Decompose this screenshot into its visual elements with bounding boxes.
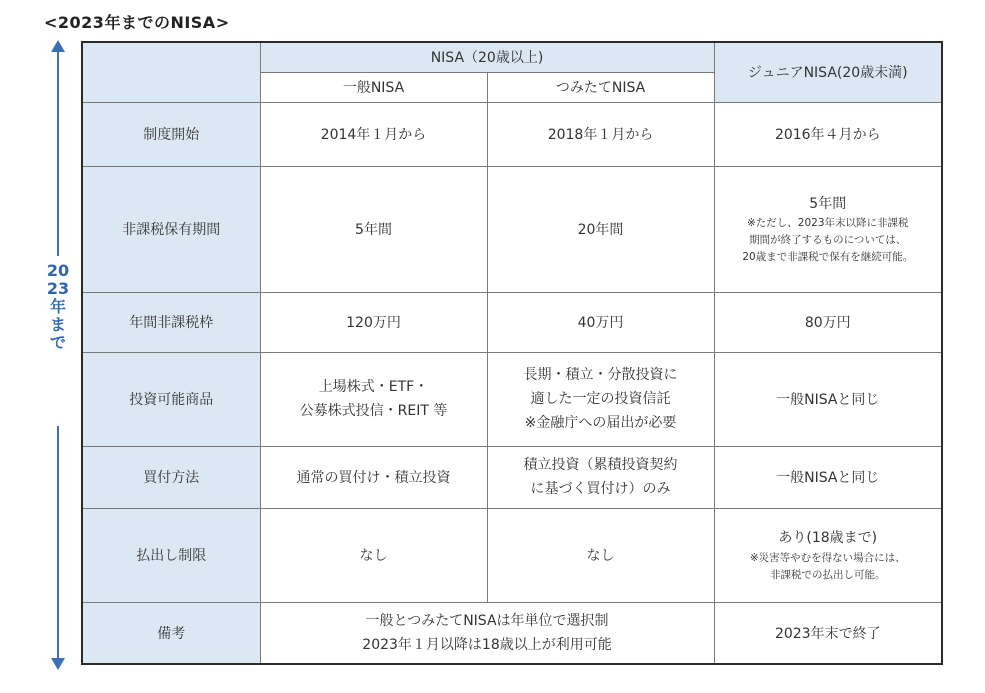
remarks-nisa-line-2: 2023年１月以降は18歳以上が利用可能 <box>362 636 612 653</box>
period-junior-note-1: ※ただし、2023年末以降に非課税 <box>747 216 909 229</box>
withdrawal-junior-note-2: 非課税での払出し可能。 <box>770 569 886 581</box>
row-label-remarks: 備考 <box>82 602 260 664</box>
cell-remarks-junior: 2023年末で終了 <box>714 602 942 664</box>
cell-products-general <box>260 352 487 446</box>
table-row <box>82 166 942 292</box>
cell-limit-tsumitate: 40万円 <box>487 292 714 352</box>
cell-start-general: 2014年１月から <box>260 102 487 166</box>
table-row <box>82 602 942 664</box>
table-row <box>82 446 942 508</box>
row-label-period: 非課税保有期間 <box>82 166 260 292</box>
withdrawal-junior-note-1: ※災害等やむを得ない場合には、 <box>749 552 906 564</box>
header-junior: ジュニアNISA(20歳未満) <box>714 42 942 102</box>
period-junior-note-2: 期間が終了するものについては、 <box>749 233 907 246</box>
header-general: 一般NISA <box>260 72 487 102</box>
remarks-nisa-line-1: 一般とつみたてNISAは年単位で選択制 <box>365 612 609 629</box>
indicator-line-top <box>57 50 59 256</box>
header-tsumitate: つみたてNISA <box>487 72 714 102</box>
side-label: 2023年まで <box>46 261 70 352</box>
arrow-down-icon <box>51 658 65 670</box>
indicator-line-bottom <box>57 426 59 658</box>
nisa-comparison-table <box>81 41 943 665</box>
period-junior-main: 5年間 <box>809 195 847 212</box>
cell-withdrawal-general: なし <box>260 508 487 602</box>
table-row <box>82 102 942 166</box>
row-label-products: 投資可能商品 <box>82 352 260 446</box>
row-label-limit: 年間非課税枠 <box>82 292 260 352</box>
cell-start-junior: 2016年４月から <box>714 102 942 166</box>
cell-products-junior: 一般NISAと同じ <box>714 352 942 446</box>
method-tsumitate-line-1: 積立投資（累積投資契約 <box>523 457 678 473</box>
cell-withdrawal-tsumitate: なし <box>487 508 714 602</box>
method-tsumitate-line-2: に基づく買付け）のみ <box>530 481 671 497</box>
cell-method-junior: 一般NISAと同じ <box>714 446 942 508</box>
products-tsumitate-line-3: ※金融庁への届出が必要 <box>524 415 677 431</box>
cell-limit-general: 120万円 <box>260 292 487 352</box>
withdrawal-junior-main: あり(18歳まで) <box>778 530 878 546</box>
table-row <box>82 292 942 352</box>
page-title: <2023年までのNISA> <box>44 13 230 32</box>
products-tsumitate-line-2: 適した一定の投資信託 <box>530 391 671 407</box>
row-label-method: 買付方法 <box>82 446 260 508</box>
cell-withdrawal-junior <box>714 508 942 602</box>
cell-period-junior <box>714 166 942 292</box>
table-row <box>82 508 942 602</box>
cell-period-tsumitate: 20年間 <box>487 166 714 292</box>
period-indicator <box>46 40 70 670</box>
cell-start-tsumitate: 2018年１月から <box>487 102 714 166</box>
cell-method-tsumitate <box>487 446 714 508</box>
header-nisa-group: NISA（20歳以上) <box>260 42 714 72</box>
products-tsumitate-line-1: 長期・積立・分散投資に <box>523 367 678 383</box>
cell-period-general: 5年間 <box>260 166 487 292</box>
table-row <box>82 352 942 446</box>
header-corner-cell <box>82 42 260 102</box>
row-label-start: 制度開始 <box>82 102 260 166</box>
row-label-withdrawal: 払出し制限 <box>82 508 260 602</box>
period-junior-note-3: 20歳まで非課税で保有を継続可能。 <box>742 250 914 263</box>
cell-remarks-nisa <box>260 602 714 664</box>
products-general-line-1: 上場株式・ETF・ <box>318 379 429 395</box>
cell-products-tsumitate <box>487 352 714 446</box>
cell-limit-junior: 80万円 <box>714 292 942 352</box>
products-general-line-2: 公募株式投信・REIT 等 <box>299 403 448 419</box>
cell-method-general: 通常の買付け・積立投資 <box>260 446 487 508</box>
